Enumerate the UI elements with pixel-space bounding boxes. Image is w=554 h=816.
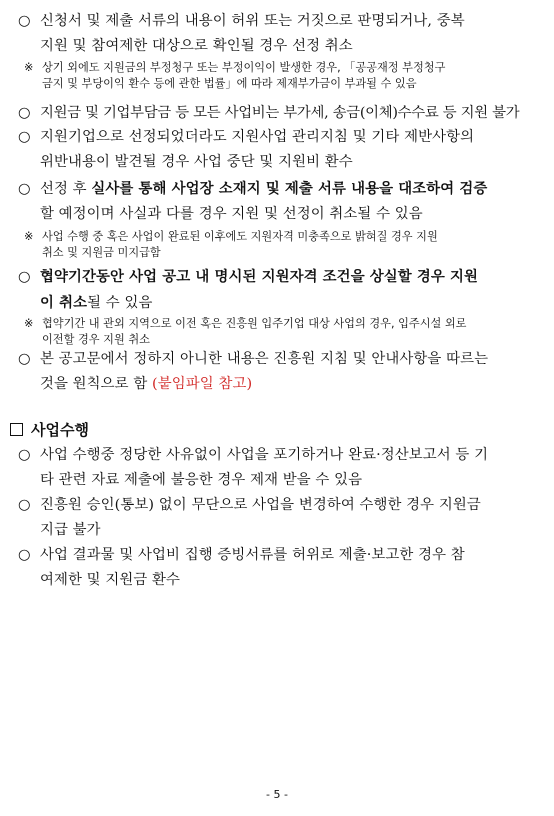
item-text-continued: 것을 원칙으로 함	[40, 376, 153, 392]
item-text: 본 공고문에서 정하지 아니한 내용은 진흥원 지침 및 안내사항을 따르는	[40, 351, 489, 367]
section-heading	[10, 418, 89, 442]
condition-item	[18, 9, 532, 59]
note-item	[24, 316, 538, 348]
circle-bullet: ○	[18, 129, 31, 145]
item-text-continued: 할 예정이며 사실과 다를 경우 지원 및 선정이 취소될 수 있음	[40, 206, 423, 222]
condition-item	[18, 176, 532, 227]
note-text: 상기 외에도 지원금의 부정청구 또는 부정이익이 발생한 경우, 「공공재정 부정청구	[42, 61, 446, 74]
item-text-continued: 될 수 있음	[87, 295, 153, 311]
item-text-continued: 지급 불가	[40, 522, 101, 538]
item-text: 지원기업으로 선정되었더라도 지원사업 관리지침 및 기타 제반사항의	[40, 129, 475, 145]
item-text-continued: 위반내용이 발견될 경우 사업 중단 및 지원비 환수	[40, 154, 353, 170]
circle-bullet: ○	[18, 447, 31, 463]
note-text-continued: 이전할 경우 지원 취소	[42, 333, 150, 346]
note-bullet: ※	[24, 317, 34, 330]
item-text: 지원금 및 기업부담금 등 모든 사업비는 부가세, 송금(이체)수수료 등 지원 불가	[40, 105, 520, 121]
note-bullet: ※	[24, 61, 34, 74]
item-text-continued: 타 관련 자료 제출에 불응한 경우 제재 받을 수 있음	[40, 472, 363, 488]
execution-item	[18, 543, 532, 593]
item-text: 사업 결과물 및 사업비 집행 증빙서류를 허위로 제출·보고한 경우 참	[40, 547, 465, 563]
circle-bullet: ○	[18, 105, 31, 121]
item-text: 신청서 및 제출 서류의 내용이 허위 또는 거짓으로 판명되거나, 중복	[40, 13, 465, 29]
circle-bullet: ○	[18, 269, 31, 285]
item-text: 진흥원 승인(통보) 없이 무단으로 사업을 변경하여 수행한 경우 지원금	[40, 497, 481, 513]
note-item	[24, 60, 538, 92]
circle-bullet: ○	[18, 181, 31, 197]
checkbox-square-icon	[10, 423, 23, 436]
attachment-reference: (붙임파일 참고)	[152, 376, 253, 392]
note-text: 협약기간 내 관외 지역으로 이전 혹은 진흥원 입주기업 대상 사업의 경우, 입주시설 외로	[42, 317, 467, 330]
item-text: 사업 수행중 정당한 사유없이 사업을 포기하거나 완료·정산보고서 등 기	[40, 447, 489, 463]
item-text-continued: 여제한 및 지원금 환수	[40, 572, 181, 588]
item-text-bold: 실사를 통해 사업장 소재지 및 제출 서류 내용을 대조하여 검증	[91, 180, 488, 197]
item-text-continued: 지원 및 참여제한 대상으로 확인될 경우 선정 취소	[40, 38, 353, 54]
note-text-continued: 금지 및 부당이익 환수 등에 관한 법률」에 따라 제재부가금이 부과될 수 있음	[42, 77, 417, 90]
item-text-bold: 협약기간동안 사업 공고 내 명시된 지원자격 조건을 상실할 경우 지원	[40, 268, 479, 285]
condition-item	[18, 125, 532, 175]
circle-bullet: ○	[18, 497, 31, 513]
item-text-bold-continued: 이 취소	[40, 294, 88, 311]
circle-bullet: ○	[18, 351, 31, 367]
note-text-continued: 취소 및 지원금 미지급함	[42, 246, 161, 259]
note-bullet: ※	[24, 230, 34, 243]
item-text: 선정 후	[40, 181, 92, 197]
execution-item	[18, 493, 532, 543]
condition-item	[18, 101, 532, 126]
condition-item	[18, 264, 532, 316]
circle-bullet: ○	[18, 547, 31, 563]
section-title: 사업수행	[31, 421, 89, 439]
condition-item	[18, 347, 532, 397]
circle-bullet: ○	[18, 13, 31, 29]
note-text: 사업 수행 중 혹은 사업이 완료된 이후에도 지원자격 미충족으로 밝혀질 경우 지원	[42, 230, 438, 243]
execution-item	[18, 443, 532, 493]
note-item	[24, 229, 538, 261]
page-number: - 5 -	[266, 788, 288, 801]
